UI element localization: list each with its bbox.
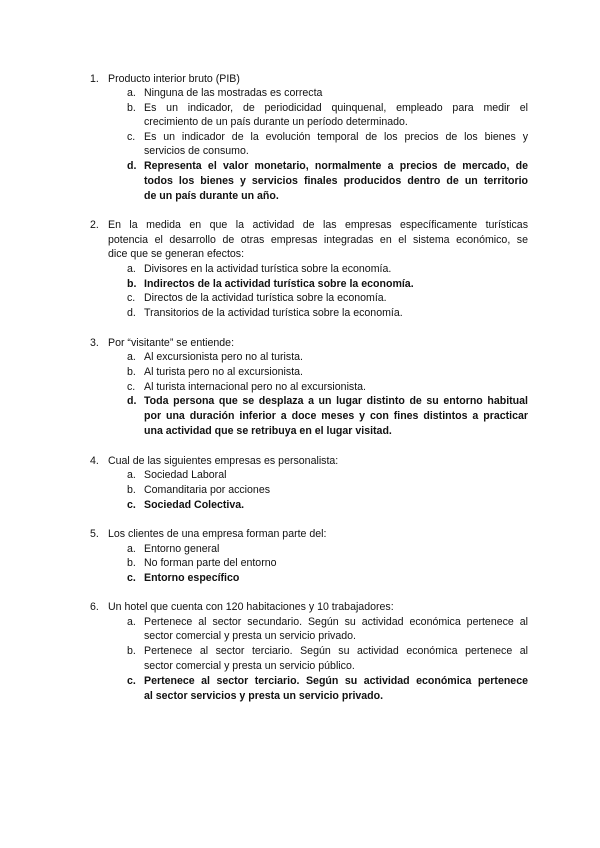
option-text: servicios de consumo. [144,145,249,157]
option-text-correct: Toda persona que se desplaza a un lugar distinto de su entorno habitual [144,395,528,407]
option-letter-correct: d. [127,160,137,172]
option-letter: d. [127,307,136,319]
option-letter: b. [127,102,136,114]
option-text: Entorno general [144,543,220,555]
option-text: Divisores en la actividad turística sobre la economía. [144,263,392,275]
option-text: Ninguna de las mostradas es correcta [144,87,323,99]
option-text: sector comercial y presta un servicio privado. [144,630,356,642]
question-stem: Un hotel que cuenta con 120 habitaciones y 10 trabajadores: [108,601,394,613]
option-letter-correct: c. [127,675,136,687]
question-stem: Los clientes de una empresa forman parte del: [108,528,327,540]
option-text-correct: Representa el valor monetario, normalmente a precios de mercado, de [144,160,528,172]
question-number: 3. [90,337,99,349]
option-text-correct: Indirectos de la actividad turística sobre la economía. [144,278,414,290]
question-stem: dice que se generan efectos: [108,248,245,260]
option-letter-correct: c. [127,499,136,511]
question-stem: Cual de las siguientes empresas es personalista: [108,455,339,467]
option-letter: b. [127,484,136,496]
question-number: 6. [90,601,99,613]
question-number: 4. [90,455,99,467]
option-text: Al turista pero no al excursionista. [144,366,303,378]
option-text: Es un indicador de la evolución temporal de los precios de los bienes y [144,131,528,143]
option-text: crecimiento de un país durante un período determinado. [144,116,408,128]
option-text: Sociedad Laboral [144,469,227,481]
option-letter: a. [127,469,136,481]
option-letter: a. [127,616,136,628]
option-letter-correct: c. [127,572,136,584]
option-text: sector comercial y presta un servicio público. [144,660,355,672]
option-text: Al turista internacional pero no al excursionista. [144,381,366,393]
option-letter: b. [127,557,136,569]
option-letter: b. [127,366,136,378]
option-text: Transitorios de la actividad turística sobre la economía. [144,307,403,319]
option-text-correct: de un país durante un año. [144,190,279,202]
option-text-correct: todos los bienes y servicios finales producidos dentro de un territorio [144,175,528,187]
question-number: 1. [90,73,99,85]
option-letter-correct: d. [127,395,137,407]
option-letter: c. [127,131,136,143]
option-letter: c. [127,381,136,393]
option-text: Pertenece al sector secundario. Según su actividad económica pertenece al [144,616,528,628]
option-letter-correct: b. [127,278,137,290]
option-text: Al excursionista pero no al turista. [144,351,303,363]
option-text: Es un indicador, de periodicidad quinquenal, empleado para medir el [144,102,528,114]
option-text-correct: una actividad que se retribuya en el lugar visitad. [144,425,392,437]
option-text: Pertenece al sector terciario. Según su actividad económica pertenece al [144,645,528,657]
option-letter: a. [127,351,136,363]
option-text: Comanditaria por acciones [144,484,271,496]
option-text-correct: Pertenece al sector terciario. Según su actividad económica pertenece [144,675,528,687]
option-text-correct: Sociedad Colectiva. [144,499,245,511]
question-stem: Por “visitante” se entiende: [108,337,235,349]
option-text-correct: al sector servicios y presta un servicio privado. [144,690,384,702]
question-stem: Producto interior bruto (PIB) [108,73,240,85]
question-number: 2. [90,219,99,231]
question-number: 5. [90,528,99,540]
option-letter: a. [127,543,136,555]
option-letter: a. [127,87,136,99]
option-text: No forman parte del entorno [144,557,277,569]
option-letter: a. [127,263,136,275]
option-letter: b. [127,645,136,657]
option-text: Directos de la actividad turística sobre la economía. [144,292,387,304]
question-stem: En la medida en que la actividad de las empresas específicamente turísticas [108,219,528,231]
question-stem: potencia el desarrollo de otras empresas integradas en el sistema económico, se [108,234,528,246]
option-text-correct: por una duración inferior a doce meses y con fines distintos a practicar [144,410,528,422]
option-text-correct: Entorno específico [144,572,240,584]
option-letter: c. [127,292,136,304]
